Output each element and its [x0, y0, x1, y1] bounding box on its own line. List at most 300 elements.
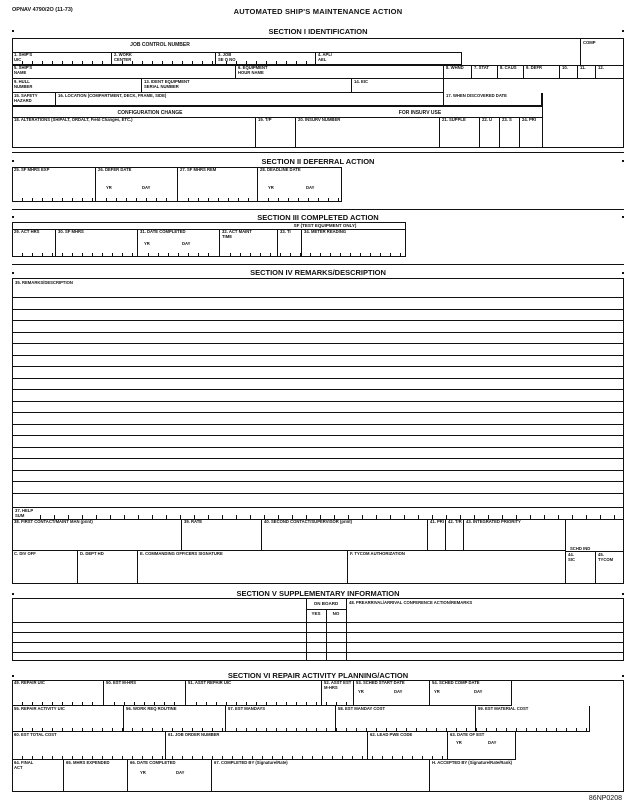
- char-tick: [152, 61, 153, 65]
- form-number: OPNAV 4790/2O (11-73): [12, 7, 73, 13]
- char-tick: [132, 728, 133, 732]
- for-insurv-label: FOR INSURV USE: [398, 110, 442, 116]
- char-tick: [122, 728, 123, 732]
- when-disc-field[interactable]: 8. WHND: [444, 65, 472, 79]
- char-tick: [172, 61, 173, 65]
- char-tick: [162, 728, 163, 732]
- char-tick: [22, 728, 23, 732]
- char-tick: [22, 702, 23, 706]
- char-tick: [92, 728, 93, 732]
- char-tick: [102, 61, 103, 65]
- remarks-rule: [12, 343, 624, 344]
- char-tick: [256, 702, 257, 706]
- section-3-title: SECTION III COMPLETED ACTION: [14, 213, 622, 222]
- est-total-cost-field[interactable]: 60. EST TOTAL COST: [12, 732, 166, 760]
- char-tick: [182, 728, 183, 732]
- divider: [12, 507, 624, 508]
- char-tick: [156, 198, 157, 202]
- char-tick: [326, 728, 327, 732]
- sic-44-field[interactable]: 44. SIC: [566, 552, 596, 584]
- remarks-rule: [12, 493, 624, 494]
- char-tick: [32, 756, 33, 760]
- char-tick: [276, 702, 277, 706]
- sched-start-date-field[interactable]: 53. SCHED START DATE YR DAY: [354, 680, 430, 706]
- field-22[interactable]: 22. U: [480, 117, 500, 148]
- supplementary-rule: [12, 632, 624, 633]
- eic-field[interactable]: 14. EIC: [352, 79, 444, 93]
- char-tick: [102, 728, 103, 732]
- field-10[interactable]: 10.: [560, 65, 578, 79]
- char-tick: [310, 253, 311, 257]
- char-tick: [356, 728, 357, 732]
- char-tick: [32, 702, 33, 706]
- char-tick: [372, 756, 373, 760]
- char-tick: [82, 728, 83, 732]
- char-tick: [228, 198, 229, 202]
- hull-number-field[interactable]: 9. HULL NUMBER: [12, 79, 142, 93]
- char-tick: [92, 61, 93, 65]
- lead-pwe-code-field[interactable]: 62. LEAD PWE CODE: [368, 732, 448, 760]
- divider: [12, 264, 624, 265]
- day-label: DAY: [142, 185, 151, 190]
- sf-mhrs-rem-field[interactable]: 27. SF MHRS REM: [178, 167, 258, 202]
- char-tick: [288, 198, 289, 202]
- char-tick: [318, 198, 319, 202]
- char-tick: [102, 253, 103, 257]
- tycom-authorization-field[interactable]: F. TYCOM AUTHORIZATION: [348, 551, 566, 584]
- field-23[interactable]: 23. S: [500, 117, 520, 148]
- char-tick: [134, 702, 135, 706]
- char-tick: [336, 702, 337, 706]
- char-tick: [22, 756, 23, 760]
- yr-label: YR: [358, 689, 364, 694]
- char-tick: [352, 756, 353, 760]
- char-tick: [316, 702, 317, 706]
- char-tick: [132, 253, 133, 257]
- char-tick: [112, 756, 113, 760]
- char-tick: [112, 728, 113, 732]
- section-4-title: SECTION IV REMARKS/DESCRIPTION: [14, 268, 622, 277]
- char-tick: [216, 702, 217, 706]
- char-tick: [136, 198, 137, 202]
- section-5-title: SECTION V SUPPLEMENTARY INFORMATION: [14, 589, 622, 598]
- char-tick: [32, 253, 33, 257]
- char-tick: [62, 756, 63, 760]
- when-discovered-date-field[interactable]: 17. WHEN DISCOVERED DATE: [444, 93, 542, 106]
- job-seq-field[interactable]: 3. JOB SE Q NO: [216, 52, 316, 65]
- stat-field[interactable]: 7. STAT: [472, 65, 498, 79]
- char-tick: [272, 756, 273, 760]
- char-tick: [360, 253, 361, 257]
- char-tick: [456, 728, 457, 732]
- char-tick: [174, 702, 175, 706]
- insurv-number-field[interactable]: 20. INSURV NUMBER: [296, 117, 440, 148]
- repair-activity-uic-field[interactable]: 55. REPAIR ACTIVITY UIC: [12, 706, 124, 732]
- char-tick: [164, 702, 165, 706]
- pri-41-field[interactable]: 41. PRI: [428, 519, 446, 551]
- apl-ael-field[interactable]: 4. APL/ AEL: [316, 52, 462, 65]
- char-tick: [296, 702, 297, 706]
- day-label: DAY: [306, 185, 315, 190]
- char-tick: [208, 198, 209, 202]
- est-mhrs-field[interactable]: 50. EST M-HRS: [104, 680, 186, 706]
- char-tick: [196, 702, 197, 706]
- char-tick: [232, 756, 233, 760]
- char-tick: [32, 61, 33, 65]
- remarks-rule: [12, 297, 624, 298]
- char-tick: [256, 61, 257, 65]
- char-tick: [290, 253, 291, 257]
- sched-ind-label: SCHD IND: [570, 546, 591, 551]
- remarks-rule: [12, 447, 624, 448]
- char-tick: [486, 728, 487, 732]
- integrated-priority-field[interactable]: 43. INTEGRATED PRIORITY: [464, 519, 566, 551]
- char-tick: [526, 728, 527, 732]
- work-center-field[interactable]: 2. WORK CENTER: [112, 52, 216, 65]
- char-tick: [132, 61, 133, 65]
- char-tick: [52, 702, 53, 706]
- deferral-date-field[interactable]: 26. DEFER DATE YR DAY: [96, 167, 178, 202]
- char-tick: [276, 728, 277, 732]
- char-tick: [326, 702, 327, 706]
- remarks-rule: [12, 366, 624, 367]
- defr-field[interactable]: 9. DEFR: [524, 65, 560, 79]
- char-tick: [82, 253, 83, 257]
- char-tick: [266, 728, 267, 732]
- char-tick: [252, 756, 253, 760]
- char-tick: [266, 702, 267, 706]
- char-tick: [266, 61, 267, 65]
- date-completed-field[interactable]: 31. DATE COMPLETED YR DAY: [138, 229, 220, 257]
- char-tick: [286, 728, 287, 732]
- meter-reading-field[interactable]: 34. METER READING: [302, 229, 406, 257]
- sched-comp-date-field[interactable]: 54. SCHED COMP DATE YR DAY: [430, 680, 512, 706]
- field-24[interactable]: 24. PRI: [522, 117, 536, 122]
- repair-uic-field[interactable]: 49. REPAIR UIC: [12, 680, 104, 706]
- char-tick: [116, 198, 117, 202]
- yes-label: YES: [311, 611, 321, 616]
- char-tick: [52, 253, 53, 257]
- char-tick: [268, 198, 269, 202]
- char-tick: [62, 253, 63, 257]
- char-tick: [102, 756, 103, 760]
- yr-label: YR: [434, 689, 440, 694]
- char-tick: [162, 756, 163, 760]
- char-tick: [22, 198, 23, 202]
- char-tick: [42, 756, 43, 760]
- field-19[interactable]: 19. T/P: [256, 117, 296, 148]
- supplementary-rule: [12, 652, 624, 653]
- char-tick: [400, 253, 401, 257]
- char-tick: [386, 728, 387, 732]
- location-field[interactable]: 16. LOCATION (COMPARTMENT, DECK, FRAME, SIDE): [56, 93, 444, 106]
- char-tick: [166, 198, 167, 202]
- char-tick: [62, 61, 63, 65]
- completed-by-field[interactable]: 67. COMPLETED BY (Signature/Rate): [212, 760, 430, 792]
- char-tick: [246, 702, 247, 706]
- field-11[interactable]: 11.: [578, 65, 596, 79]
- char-tick: [516, 728, 517, 732]
- char-tick: [346, 702, 347, 706]
- accepted-by-field[interactable]: H. ACCEPTED BY (Signature/Rate/Rank): [432, 760, 513, 765]
- cause-field[interactable]: 8. CAUS: [498, 65, 524, 79]
- char-tick: [292, 756, 293, 760]
- char-tick: [412, 756, 413, 760]
- supple-field[interactable]: 21. SUPPLE: [440, 117, 480, 148]
- char-tick: [338, 198, 339, 202]
- section-2-title: SECTION II DEFERRAL ACTION: [14, 157, 622, 166]
- char-tick: [62, 198, 63, 202]
- char-tick: [246, 61, 247, 65]
- commanding-officer-signature-field[interactable]: E. COMMANDING OFFICERS SIGNATURE: [138, 551, 348, 584]
- final-act-field[interactable]: 64. FINAL ACT: [12, 760, 64, 792]
- char-tick: [172, 728, 173, 732]
- supplementary-rule: [12, 622, 624, 623]
- char-tick: [212, 61, 213, 65]
- char-tick: [62, 702, 63, 706]
- work-req-routine-field[interactable]: 56. WORK REQ ROUTINE: [124, 706, 226, 732]
- asst-repair-uic-field[interactable]: 51. ASST REPAIR UIC: [186, 680, 322, 706]
- remarks-rule: [12, 412, 624, 413]
- comp-label: COMP: [583, 40, 596, 45]
- char-tick: [350, 253, 351, 257]
- char-tick: [442, 756, 443, 760]
- remarks-rule: [12, 389, 624, 390]
- asst-est-mhrs-field[interactable]: 52. ASST EST M-HRS: [322, 680, 354, 706]
- est-manday-cost-field[interactable]: 58. EST MANDAY COST: [336, 706, 476, 732]
- config-change-label: CONFIGURATION CHANGE: [117, 110, 183, 116]
- act-maint-time-field[interactable]: 32. ACT MAINT TIME: [220, 229, 278, 257]
- ships-uic-field[interactable]: 1. SHIP'S UIC: [12, 52, 112, 65]
- char-tick: [82, 61, 83, 65]
- safety-hazard-field[interactable]: 15. SAFETY HAZARD: [12, 93, 56, 106]
- char-tick: [182, 61, 183, 65]
- char-tick: [276, 61, 277, 65]
- remarks-rule: [12, 332, 624, 333]
- char-tick: [240, 253, 241, 257]
- remarks-rule: [12, 355, 624, 356]
- supplementary-rule: [12, 642, 624, 643]
- char-tick: [124, 702, 125, 706]
- char-tick: [222, 756, 223, 760]
- char-tick: [308, 198, 309, 202]
- second-contact-field[interactable]: 40. SECOND CONTACT/SUPERVISOR (print): [262, 519, 428, 551]
- char-tick: [432, 756, 433, 760]
- form-title: AUTOMATED SHIP'S MAINTENANCE ACTION: [233, 7, 403, 16]
- char-tick: [42, 61, 43, 65]
- char-tick: [298, 198, 299, 202]
- char-tick: [226, 61, 227, 65]
- divider: [326, 609, 327, 661]
- tycom-45-field[interactable]: 45. TYCOM: [598, 552, 614, 562]
- char-tick: [416, 728, 417, 732]
- job-order-number-field[interactable]: 61. JOB ORDER NUMBER: [166, 732, 368, 760]
- char-tick: [52, 61, 53, 65]
- char-tick: [586, 728, 587, 732]
- est-mandays-field[interactable]: 57. EST MANDAYS: [226, 706, 336, 732]
- field-12[interactable]: 12.: [596, 65, 624, 79]
- divider: [12, 209, 624, 210]
- act-hrs-field[interactable]: 29. ACT HRS: [12, 229, 56, 257]
- char-tick: [52, 756, 53, 760]
- char-tick: [496, 728, 497, 732]
- char-tick: [202, 756, 203, 760]
- sf-mhrs-field[interactable]: 30. SF MHRS: [56, 229, 138, 257]
- char-tick: [208, 253, 209, 257]
- char-tick: [178, 253, 179, 257]
- char-tick: [132, 756, 133, 760]
- char-tick: [142, 61, 143, 65]
- day-label: DAY: [176, 770, 185, 775]
- date-of-est-field[interactable]: 63. DATE OF EST YR DAY: [448, 732, 516, 760]
- char-tick: [390, 253, 391, 257]
- char-tick: [306, 728, 307, 732]
- char-tick: [114, 702, 115, 706]
- char-tick: [236, 728, 237, 732]
- remarks-rule: [12, 424, 624, 425]
- char-tick: [466, 728, 467, 732]
- char-tick: [362, 756, 363, 760]
- divider: [306, 609, 346, 610]
- char-tick: [72, 61, 73, 65]
- char-tick: [154, 702, 155, 706]
- char-tick: [296, 61, 297, 65]
- test-equipment-only-label: SF (TEST EQUIPMENT ONLY): [293, 223, 357, 228]
- div-off-field[interactable]: C. DIV OFF: [12, 551, 78, 584]
- dept-hd-field[interactable]: D. DEPT HD: [78, 551, 138, 584]
- char-tick: [242, 756, 243, 760]
- char-tick: [144, 702, 145, 706]
- char-tick: [306, 61, 307, 65]
- char-tick: [22, 253, 23, 257]
- char-tick: [278, 198, 279, 202]
- char-tick: [112, 253, 113, 257]
- equipment-hour-name-field[interactable]: 6. EQUIPMENT HOUR NAME: [236, 65, 444, 79]
- char-tick: [332, 756, 333, 760]
- char-tick: [152, 756, 153, 760]
- char-tick: [72, 253, 73, 257]
- char-tick: [248, 198, 249, 202]
- char-tick: [198, 253, 199, 257]
- section-6-title: SECTION VI REPAIR ACTIVITY PLANNING/ACTION: [14, 671, 622, 680]
- char-tick: [212, 756, 213, 760]
- char-tick: [62, 728, 63, 732]
- char-tick: [142, 756, 143, 760]
- char-tick: [202, 61, 203, 65]
- char-tick: [402, 756, 403, 760]
- char-tick: [506, 728, 507, 732]
- char-tick: [556, 728, 557, 732]
- divider: [12, 106, 542, 107]
- deadline-date-field[interactable]: 28. DEADLINE DATE YR DAY: [258, 167, 342, 202]
- char-tick: [32, 198, 33, 202]
- yr-label: YR: [268, 185, 274, 190]
- remarks-rule: [12, 309, 624, 310]
- char-tick: [226, 702, 227, 706]
- char-tick: [168, 253, 169, 257]
- char-tick: [280, 253, 281, 257]
- char-tick: [162, 61, 163, 65]
- char-tick: [142, 728, 143, 732]
- char-tick: [72, 702, 73, 706]
- char-tick: [536, 728, 537, 732]
- char-tick: [306, 702, 307, 706]
- remarks-rule: [12, 481, 624, 482]
- char-tick: [246, 728, 247, 732]
- sf-mhrs-exp-field[interactable]: 25. SF MHRS EXP: [12, 167, 96, 202]
- char-tick: [72, 756, 73, 760]
- est-material-cost-field[interactable]: 59. EST MATERIAL COST: [476, 706, 590, 732]
- char-tick: [320, 253, 321, 257]
- char-tick: [72, 198, 73, 202]
- char-tick: [576, 728, 577, 732]
- char-tick: [446, 728, 447, 732]
- char-tick: [422, 756, 423, 760]
- char-tick: [476, 728, 477, 732]
- char-tick: [330, 253, 331, 257]
- field-33[interactable]: 33. TI: [278, 229, 302, 257]
- char-tick: [192, 756, 193, 760]
- char-tick: [286, 61, 287, 65]
- yr-label: YR: [144, 241, 150, 246]
- char-tick: [222, 728, 223, 732]
- tr-42-field[interactable]: 42. T/R: [446, 519, 464, 551]
- alterations-field[interactable]: 18. ALTERATIONS (SHIPALT, ORDALT, Field Changes, ETC.): [12, 117, 256, 148]
- day-label: DAY: [182, 241, 191, 246]
- remarks-rule: [12, 435, 624, 436]
- char-tick: [566, 728, 567, 732]
- rate-field[interactable]: 39. RATE: [182, 519, 262, 551]
- day-label: DAY: [394, 689, 403, 694]
- remarks-rule: [12, 470, 624, 471]
- char-tick: [342, 756, 343, 760]
- char-tick: [192, 61, 193, 65]
- char-tick: [122, 253, 123, 257]
- day-label: DAY: [488, 740, 497, 745]
- char-tick: [300, 253, 301, 257]
- date-completed-field[interactable]: 66. DATE COMPLETED YR DAY: [128, 760, 212, 792]
- char-tick: [122, 756, 123, 760]
- char-tick: [340, 253, 341, 257]
- char-tick: [230, 253, 231, 257]
- char-tick: [382, 756, 383, 760]
- char-tick: [336, 728, 337, 732]
- char-tick: [92, 253, 93, 257]
- char-tick: [206, 702, 207, 706]
- divider: [12, 152, 624, 153]
- char-tick: [126, 198, 127, 202]
- char-tick: [376, 728, 377, 732]
- char-tick: [122, 61, 123, 65]
- ships-name-field[interactable]: 5. SHIP'S NAME: [12, 65, 236, 79]
- section-1-title: SECTION I IDENTIFICATION: [14, 27, 622, 36]
- remarks-rule: [12, 378, 624, 379]
- yr-label: YR: [456, 740, 462, 745]
- char-tick: [82, 756, 83, 760]
- ident-serial-field[interactable]: 13. IDENT EQUIPMENT SERIAL NUMBER: [142, 79, 352, 93]
- first-contact-field[interactable]: 38. FIRST CONTACT/MAINT MAN (print): [12, 519, 182, 551]
- char-tick: [92, 198, 93, 202]
- char-tick: [302, 756, 303, 760]
- char-tick: [22, 61, 23, 65]
- mhrs-expended-field[interactable]: 65. MHRS EXPENDED: [64, 760, 128, 792]
- char-tick: [392, 756, 393, 760]
- char-tick: [52, 728, 53, 732]
- no-label: NO: [332, 611, 340, 616]
- char-tick: [218, 198, 219, 202]
- char-tick: [296, 728, 297, 732]
- char-tick: [188, 253, 189, 257]
